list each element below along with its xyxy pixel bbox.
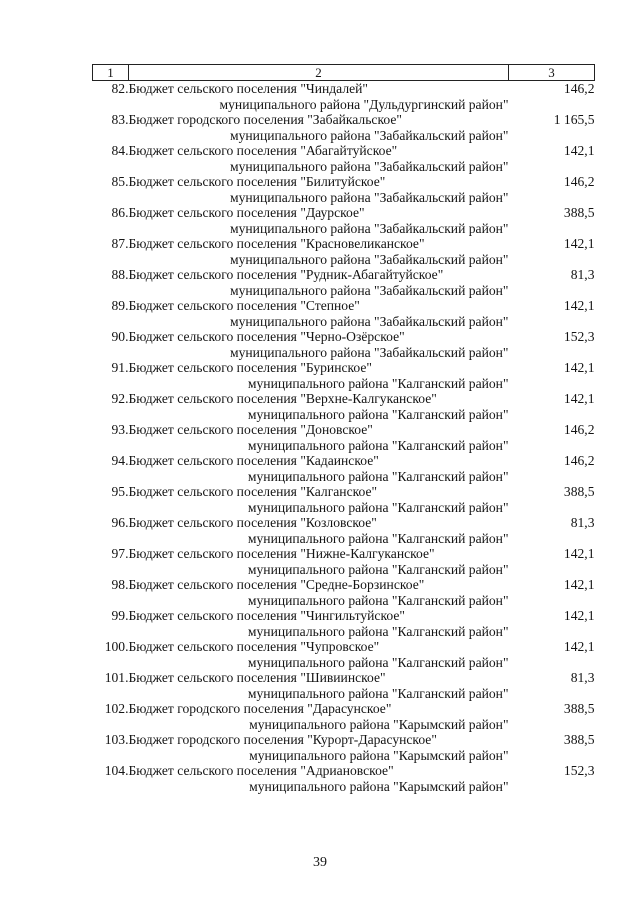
table-row [93, 267, 595, 298]
budget-name [129, 670, 509, 701]
table-row [93, 484, 595, 515]
budget-amount: 142,1 [563, 360, 595, 375]
budget-name-line-2: муниципального района "Калганский район" [247, 685, 509, 701]
budget-name [129, 81, 509, 113]
budget-name-line-1: Бюджет сельского поселения "Даурское" [128, 205, 365, 220]
budget-name-line-2: муниципального района "Калганский район" [247, 530, 509, 546]
budget-name-line-2: муниципального района "Карымский район" [249, 778, 509, 794]
table-row [93, 112, 595, 143]
budget-name-line-2: муниципального района "Калганский район" [247, 561, 509, 577]
table-row [93, 391, 595, 422]
table-row [93, 732, 595, 763]
row-number: 83. [111, 112, 129, 127]
budget-name [129, 391, 509, 422]
budget-name-line-2: муниципального района "Калганский район" [247, 406, 509, 422]
row-number: 104. [104, 763, 129, 778]
budget-name [129, 515, 509, 546]
budget-name-line-1: Бюджет сельского поселения "Верхне-Калгуканское" [128, 391, 437, 406]
budget-amount: 146,2 [563, 453, 595, 468]
budget-amount: 152,3 [563, 763, 595, 778]
header-col-1: 1 [93, 65, 129, 81]
budget-amount: 146,2 [563, 422, 595, 437]
row-number: 101. [104, 670, 129, 685]
budget-name [129, 360, 509, 391]
budget-amount: 146,2 [563, 174, 595, 189]
budget-name-line-2: муниципального района "Забайкальский район" [230, 344, 509, 360]
table-row [93, 608, 595, 639]
budget-amount: 142,1 [563, 546, 595, 561]
table-row [93, 422, 595, 453]
budget-amount: 388,5 [563, 484, 595, 499]
budget-name-line-2: муниципального района "Калганский район" [247, 654, 509, 670]
table-row [93, 546, 595, 577]
budget-name [129, 577, 509, 608]
budget-name-line-1: Бюджет сельского поселения "Чупровское" [128, 639, 380, 654]
budget-name-line-2: муниципального района "Забайкальский район" [230, 282, 509, 298]
budget-name-line-1: Бюджет сельского поселения "Билитуйское" [128, 174, 386, 189]
budget-amount: 146,2 [563, 81, 595, 96]
budget-amount: 1 165,5 [553, 112, 595, 127]
table-row [93, 143, 595, 174]
table-row [93, 453, 595, 484]
budget-amount: 142,1 [563, 143, 595, 158]
budget-name [129, 236, 509, 267]
row-number: 85. [111, 174, 129, 189]
budget-name-line-2: муниципального района "Калганский район" [247, 499, 509, 515]
table-row [93, 639, 595, 670]
budget-name-line-1: Бюджет сельского поселения "Чингильтуйское" [128, 608, 405, 623]
budget-name-line-2: муниципального района "Карымский район" [249, 747, 509, 763]
table-row [93, 360, 595, 391]
budget-name-line-2: муниципального района "Калганский район" [247, 437, 509, 453]
row-number: 82. [111, 81, 129, 96]
budget-name-line-2: муниципального района "Забайкальский район" [230, 251, 509, 267]
row-number: 98. [111, 577, 129, 592]
budget-name-line-2: муниципального района "Забайкальский район" [230, 158, 509, 174]
table-row [93, 174, 595, 205]
budget-name [129, 143, 509, 174]
budget-name-line-1: Бюджет сельского поселения "Черно-Озёрское" [128, 329, 405, 344]
budget-amount: 388,5 [563, 732, 595, 747]
row-number: 100. [104, 639, 129, 654]
budget-name-line-2: муниципального района "Калганский район" [247, 592, 509, 608]
budget-name [129, 112, 509, 143]
row-number: 84. [111, 143, 129, 158]
budget-amount: 388,5 [563, 701, 595, 716]
budget-table [92, 64, 595, 794]
table-row [93, 81, 595, 113]
row-number: 93. [111, 422, 129, 437]
budget-name [129, 174, 509, 205]
row-number: 95. [111, 484, 129, 499]
budget-amount: 142,1 [563, 577, 595, 592]
budget-name-line-1: Бюджет сельского поселения "Нижне-Калгуканское" [128, 546, 435, 561]
row-number: 88. [111, 267, 129, 282]
row-number: 91. [111, 360, 129, 375]
row-number: 86. [111, 205, 129, 220]
table-row [93, 236, 595, 267]
budget-amount: 81,3 [570, 670, 595, 685]
budget-name-line-2: муниципального района "Забайкальский район" [230, 313, 509, 329]
header-col-2: 2 [129, 65, 509, 81]
budget-amount: 81,3 [570, 515, 595, 530]
row-number: 102. [104, 701, 129, 716]
page-number: 39 [313, 855, 327, 870]
header-col-3: 3 [509, 65, 595, 81]
table-row [93, 205, 595, 236]
budget-name-line-2: муниципального района "Забайкальский район" [230, 220, 509, 236]
budget-name-line-1: Бюджет сельского поселения "Доновское" [128, 422, 373, 437]
budget-name-line-1: Бюджет сельского поселения "Рудник-Абагайтуйское" [128, 267, 444, 282]
budget-name-line-2: муниципального района "Калганский район" [247, 623, 509, 639]
table-row [93, 515, 595, 546]
row-number: 103. [104, 732, 129, 747]
budget-amount: 142,1 [563, 608, 595, 623]
budget-name [129, 205, 509, 236]
budget-name [129, 453, 509, 484]
budget-name-line-1: Бюджет сельского поселения "Шивиинское" [128, 670, 386, 685]
budget-amount: 142,1 [563, 236, 595, 251]
budget-name-line-1: Бюджет городского поселения "Забайкальское" [128, 112, 402, 127]
budget-amount: 142,1 [563, 298, 595, 313]
budget-name-line-1: Бюджет сельского поселения "Красновеликанское" [128, 236, 425, 251]
table-row [93, 298, 595, 329]
budget-name [129, 422, 509, 453]
budget-name [129, 267, 509, 298]
row-number: 96. [111, 515, 129, 530]
budget-name [129, 329, 509, 360]
budget-name-line-2: муниципального района "Забайкальский район" [230, 127, 509, 143]
budget-name-line-2: муниципального района "Карымский район" [249, 716, 509, 732]
row-number: 94. [111, 453, 129, 468]
budget-name-line-1: Бюджет сельского поселения "Кадаинское" [128, 453, 379, 468]
budget-amount: 152,3 [563, 329, 595, 344]
budget-name-line-1: Бюджет городского поселения "Дарасунское" [128, 701, 392, 716]
budget-name [129, 639, 509, 670]
budget-name [129, 546, 509, 577]
row-number: 92. [111, 391, 129, 406]
budget-name-line-2: муниципального района "Забайкальский район" [230, 189, 509, 205]
table-row [93, 577, 595, 608]
budget-name-line-2: муниципального района "Калганский район" [247, 375, 509, 391]
budget-name [129, 484, 509, 515]
table-row [93, 329, 595, 360]
row-number: 87. [111, 236, 129, 251]
row-number: 99. [111, 608, 129, 623]
budget-amount: 142,1 [563, 391, 595, 406]
budget-amount: 388,5 [563, 205, 595, 220]
budget-name-line-1: Бюджет сельского поселения "Адриановское" [128, 763, 394, 778]
budget-name-line-1: Бюджет сельского поселения "Средне-Борзинское" [128, 577, 425, 592]
table-row [93, 763, 595, 794]
budget-name-line-2: муниципального района "Калганский район" [247, 468, 509, 484]
budget-name-line-1: Бюджет сельского поселения "Буринское" [128, 360, 372, 375]
budget-name-line-1: Бюджет сельского поселения "Калганское" [128, 484, 378, 499]
budget-name-line-1: Бюджет сельского поселения "Козловское" [128, 515, 377, 530]
budget-amount: 142,1 [563, 639, 595, 654]
budget-name-line-1: Бюджет сельского поселения "Абагайтуйское" [128, 143, 398, 158]
row-number: 97. [111, 546, 129, 561]
table-row [93, 670, 595, 701]
budget-name-line-1: Бюджет сельского поселения "Степное" [128, 298, 360, 313]
table-row [93, 701, 595, 732]
budget-name [129, 732, 509, 763]
budget-name [129, 701, 509, 732]
budget-name [129, 298, 509, 329]
budget-name-line-1: Бюджет городского поселения "Курорт-Дарасунское" [128, 732, 437, 747]
budget-amount: 81,3 [570, 267, 595, 282]
budget-name [129, 763, 509, 794]
budget-name-line-2: муниципального района "Дульдургинский район" [219, 96, 509, 112]
budget-name [129, 608, 509, 639]
row-number: 90. [111, 329, 129, 344]
table-header-row [93, 65, 595, 81]
row-number: 89. [111, 298, 129, 313]
budget-name-line-1: Бюджет сельского поселения "Чиндалей" [128, 81, 368, 96]
